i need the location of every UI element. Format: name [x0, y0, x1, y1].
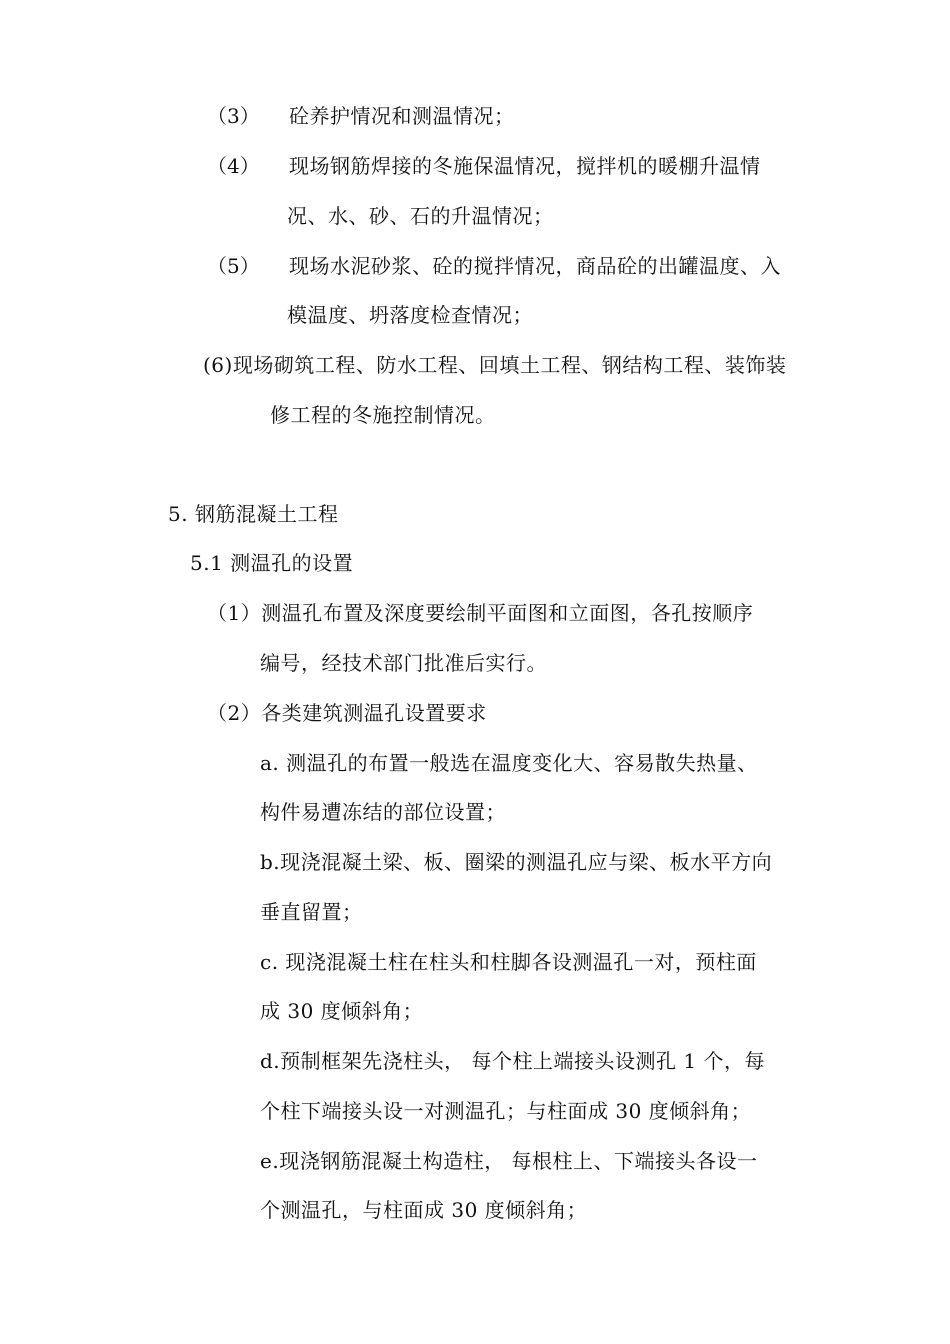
sub-item: b.现浇混凝土梁、板、圈梁的测温孔应与梁、板水平方向 [260, 850, 773, 874]
sub-item: c. 现浇混凝土柱在柱头和柱脚各设测温孔一对，预柱面 [260, 950, 757, 974]
numbered-item: （2）各类建筑测温孔设置要求 [207, 701, 487, 725]
list-item-text: 现场水泥砂浆、砼的搅拌情况，商品砼的出罐温度、入 [289, 254, 781, 278]
sub-item: a. 测温孔的布置一般选在温度变化大、容易散失热量、 [260, 751, 758, 775]
list-item-text-continued: 况、水、砂、石的升温情况； [287, 204, 554, 228]
numbered-item: （1）测温孔布置及深度要绘制平面图和立面图，各孔按顺序 [207, 601, 754, 625]
list-item-text: 砼养护情况和测温情况； [289, 104, 515, 128]
sub-item: d.预制框架先浇柱头， 每个柱上端接头设测孔 1 个，每 [260, 1049, 765, 1073]
list-item-text: 现场钢筋焊接的冬施保温情况，搅拌机的暖棚升温情 [289, 154, 761, 178]
list-number: （3） [207, 104, 260, 128]
sub-item-continued: 成 30 度倾斜角； [260, 999, 424, 1023]
list-item-text: (6)现场砌筑工程、防水工程、回填土工程、钢结构工程、装饰装 [203, 353, 787, 377]
sub-item-continued: 构件易遭冻结的部位设置； [260, 800, 506, 824]
list-item-text-continued: 修工程的冬施控制情况。 [270, 403, 496, 427]
subsection-heading: 5.1 测温孔的设置 [190, 551, 354, 575]
sub-item-continued: 个测温孔，与柱面成 30 度倾斜角； [260, 1198, 588, 1222]
numbered-item-continued: 编号，经技术部门批准后实行。 [260, 651, 547, 675]
list-number: （4） [207, 154, 260, 178]
list-item-text-continued: 模温度、坍落度检查情况； [287, 303, 533, 327]
sub-item-continued: 垂直留置； [260, 900, 363, 924]
list-number: （5） [207, 254, 260, 278]
sub-item: e.现浇钢筋混凝土构造柱， 每根柱上、下端接头各设一 [260, 1149, 758, 1173]
section-heading: 5. 钢筋混凝土工程 [168, 502, 339, 526]
sub-item-continued: 个柱下端接头设一对测温孔；与柱面成 30 度倾斜角； [260, 1099, 752, 1123]
